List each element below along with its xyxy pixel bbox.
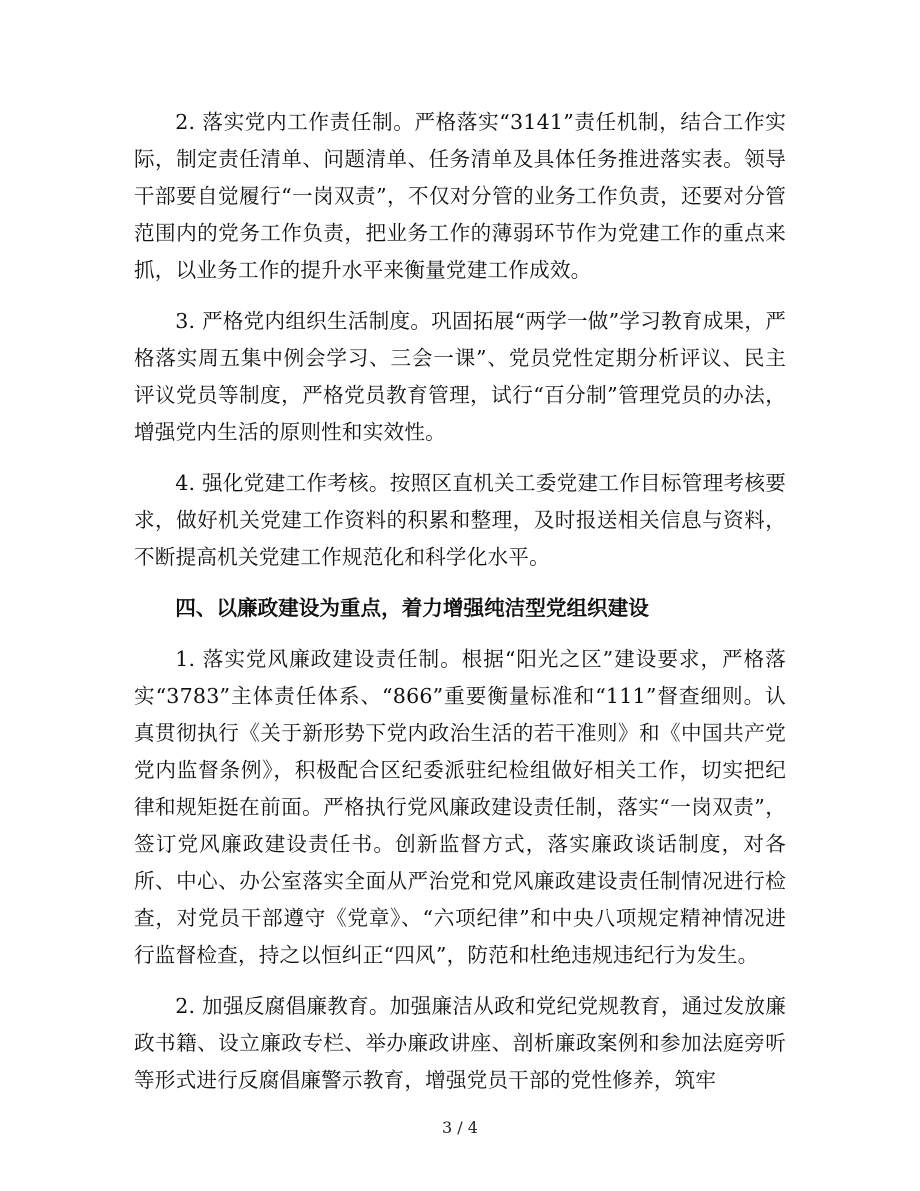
section-heading-integrity: 四、以廉政建设为重点，着力增强纯洁型党组织建设	[175, 596, 649, 620]
paragraph-party-work-responsibility: 2. 落实党内工作责任制。严格落实“3141”责任机制，结合工作实际，制定责任清单、问题清单、任务清单及具体任务推进落实表。领导干部要自觉履行“一岗双责”，不仅对分管的业务工作负责，还要对分管范围内的党务工作负责，把业务工作的薄弱环节作为党建工作的重点来抓，以业务工作的提升水平来衡量党建工作成效。	[134, 110, 786, 282]
paragraph-party-building-assessment: 4. 强化党建工作考核。按照区直机关工委党建工作目标管理考核要求，做好机关党建工作资料的积累和整理，及时报送相关信息与资料，不断提高机关党建工作规范化和科学化水平。	[134, 471, 786, 569]
paragraph-anti-corruption-education: 2. 加强反腐倡廉教育。加强廉洁从政和党纪党规教育，通过发放廉政书籍、设立廉政专栏、举办廉政讲座、剖析廉政案例和参加法庭旁听等形式进行反腐倡廉警示教育，增强党员干部的党性修养，筑牢	[134, 994, 786, 1092]
paragraph-organization-life-system: 3. 严格党内组织生活制度。巩固拓展“两学一做”学习教育成果，严格落实周五集中例会学习、三会一课”、党员党性定期分析评议、民主评议党员等制度，严格党员教育管理，试行“百分制”管理党员的办法，增强党内生活的原则性和实效性。	[134, 309, 786, 444]
paragraph-integrity-responsibility: 1. 落实党风廉政建设责任制。根据“阳光之区”建设要求，严格落实“3783”主体责任体系、“866”重要衡量标准和“111”督查细则。认真贯彻执行《关于新形势下党内政治生活的若干准则》和《中国共产党党内监督条例》，积极配合区纪委派驻纪检组做好相关工作，切实把纪律和规矩挺在前面。严格执行党风廉政建设责任制，落实“一岗双责”，签订党风廉政建设责任书。创新监督方式，落实廉政谈话制度，对各所、中心、办公室落实全面从严治党和党风廉政建设责任制情况进行检查，对党员干部遵守《党章》、“六项纪律”和中央八项规定精神情况进行监督检查，持之以恒纠正“四风”，防范和杜绝违规违纪行为发生。	[134, 647, 786, 967]
page-number: 3 / 4	[442, 1118, 478, 1137]
document-body	[134, 104, 786, 1113]
